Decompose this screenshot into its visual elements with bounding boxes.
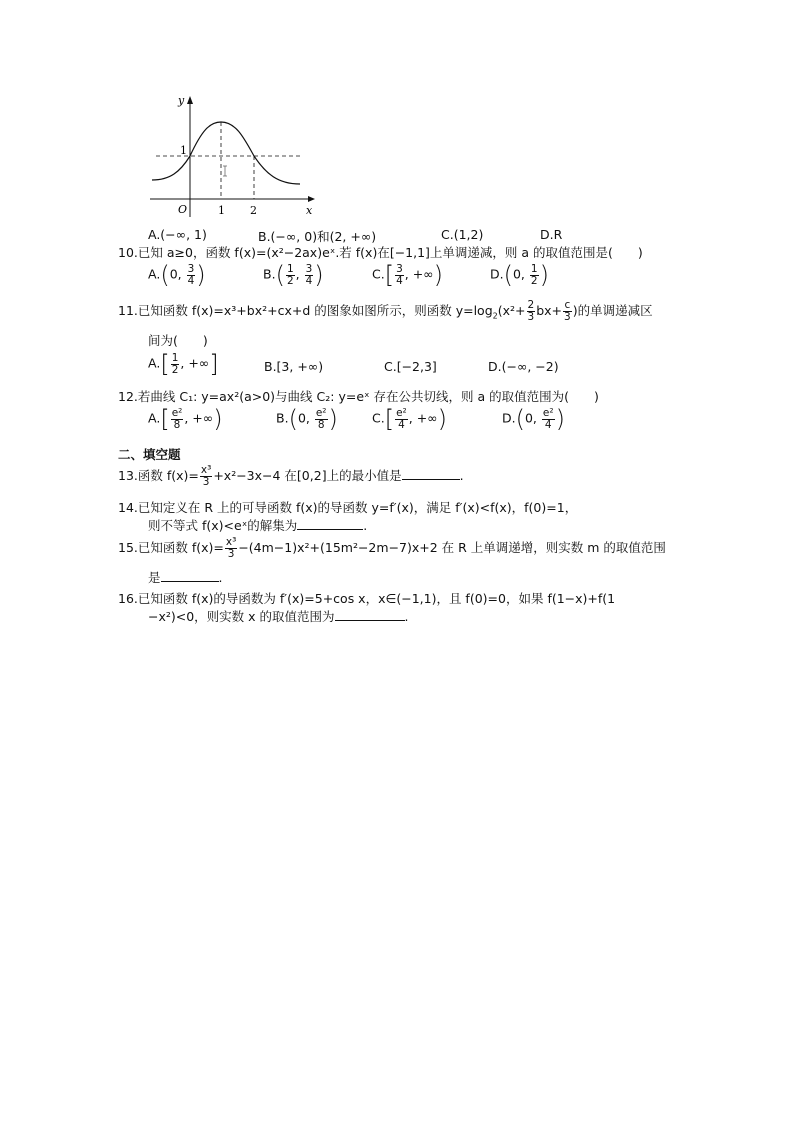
q10-option-b: B.( $\frac{1}{2}$ , $\frac{3}{4}$ ) xyxy=(263,261,324,289)
function-curve xyxy=(152,122,300,184)
q9-option-b: B.(−∞, 0)和(2, +∞) xyxy=(258,229,377,244)
q13: 13.函数 f(x)= $\frac{\text{x³}}{3}$ +x²−3x−4 在[0,2]上的最小值是 . xyxy=(118,464,464,488)
function-graph xyxy=(148,92,318,222)
q16-line2: −x²)<0，则实数 x 的取值范围为 . xyxy=(148,609,409,624)
q12-option-d: D.(0, $\frac{\text{e²}}{4}$ ) xyxy=(502,405,565,433)
q14-line1: 14.已知定义在 R 上的可导函数 f(x)的导函数 y=f′(x)，满足 f′(x)<f(x)，f(0)=1， xyxy=(118,500,578,515)
section-heading-fill-blank: 二、填空题 xyxy=(118,447,181,462)
q12-option-c: C.[ $\frac{\text{e²}}{4}$ , +∞) xyxy=(372,405,447,433)
q11-option-c: C.[−2,3] xyxy=(384,359,437,374)
q9-option-d: D.R xyxy=(540,227,563,242)
y-tick-label: 1 xyxy=(180,144,187,157)
q11-option-d: D.(−∞, −2) xyxy=(488,359,559,374)
q11-stem-line2: 间为( ) xyxy=(148,333,208,348)
q11-option-a: A.[ $\frac{1}{2}$ , +∞] xyxy=(148,350,219,378)
x-axis-arrow-icon xyxy=(308,196,315,202)
origin-label: O xyxy=(178,203,188,216)
q11-option-b: B.[3, +∞) xyxy=(264,359,324,374)
q12-stem: 12.若曲线 C₁: y=ax²(a>0)与曲线 C₂: y=eˣ 存在公共切线，则 a 的取值范围为( ) xyxy=(118,389,599,404)
q15-answer-blank[interactable] xyxy=(161,569,219,582)
q11-stem: 11.已知函数 f(x)=x³+bx²+cx+d 的图象如图所示，则函数 $y=\log_2(x^2+$ $\frac{2}{3}$ bx+ $\frac{c}{3}$ )的单调递减区 xyxy=(118,299,653,323)
x-axis-label: x xyxy=(306,204,313,217)
q9-option-c: C.(1,2) xyxy=(441,227,484,242)
q10-option-d: D.(0, $\frac{1}{2}$ ) xyxy=(490,261,549,289)
q10-option-a: A.(0, $\frac{3}{4}$ ) xyxy=(148,261,206,289)
q14-line2: 则不等式 f(x)<eˣ的解集为 . xyxy=(148,518,368,533)
q13-answer-blank[interactable] xyxy=(402,467,460,480)
x-tick-label-1: 1 xyxy=(218,204,225,217)
x-tick-label-2: 2 xyxy=(250,204,257,217)
q12-option-a: A.[ $\frac{\text{e²}}{8}$ , +∞) xyxy=(148,405,223,433)
q15-line2: 是 . xyxy=(148,570,223,585)
q12-option-b: B.(0, $\frac{\text{e²}}{8}$ ) xyxy=(276,405,338,433)
y-axis-arrow-icon xyxy=(187,96,193,104)
q16-answer-blank[interactable] xyxy=(335,608,405,621)
q14-answer-blank[interactable] xyxy=(297,517,363,530)
q10-stem: 10.已知 a≥0，函数 f(x)=(x²−2ax)eˣ.若 f(x)在[−1,1]上单调递减，则 a 的取值范围是( ) xyxy=(118,245,643,260)
q16-line1: 16.已知函数 f(x)的导函数为 f′(x)=5+cos x，x∈(−1,1)，且 f(0)=0，如果 f(1−x)+f(1 xyxy=(118,591,616,606)
q15: 15.已知函数 f(x)= $\frac{\text{x³}}{3}$ −(4m−1)x²+(15m²−2m−7)x+2 在 R 上单调递增，则实数 m 的取值范围 xyxy=(118,536,666,560)
q9-option-a: A.(−∞, 1) xyxy=(148,227,207,242)
q10-option-c: C.[ $\frac{3}{4}$ , +∞) xyxy=(372,261,443,289)
y-axis-label: y xyxy=(178,94,185,107)
